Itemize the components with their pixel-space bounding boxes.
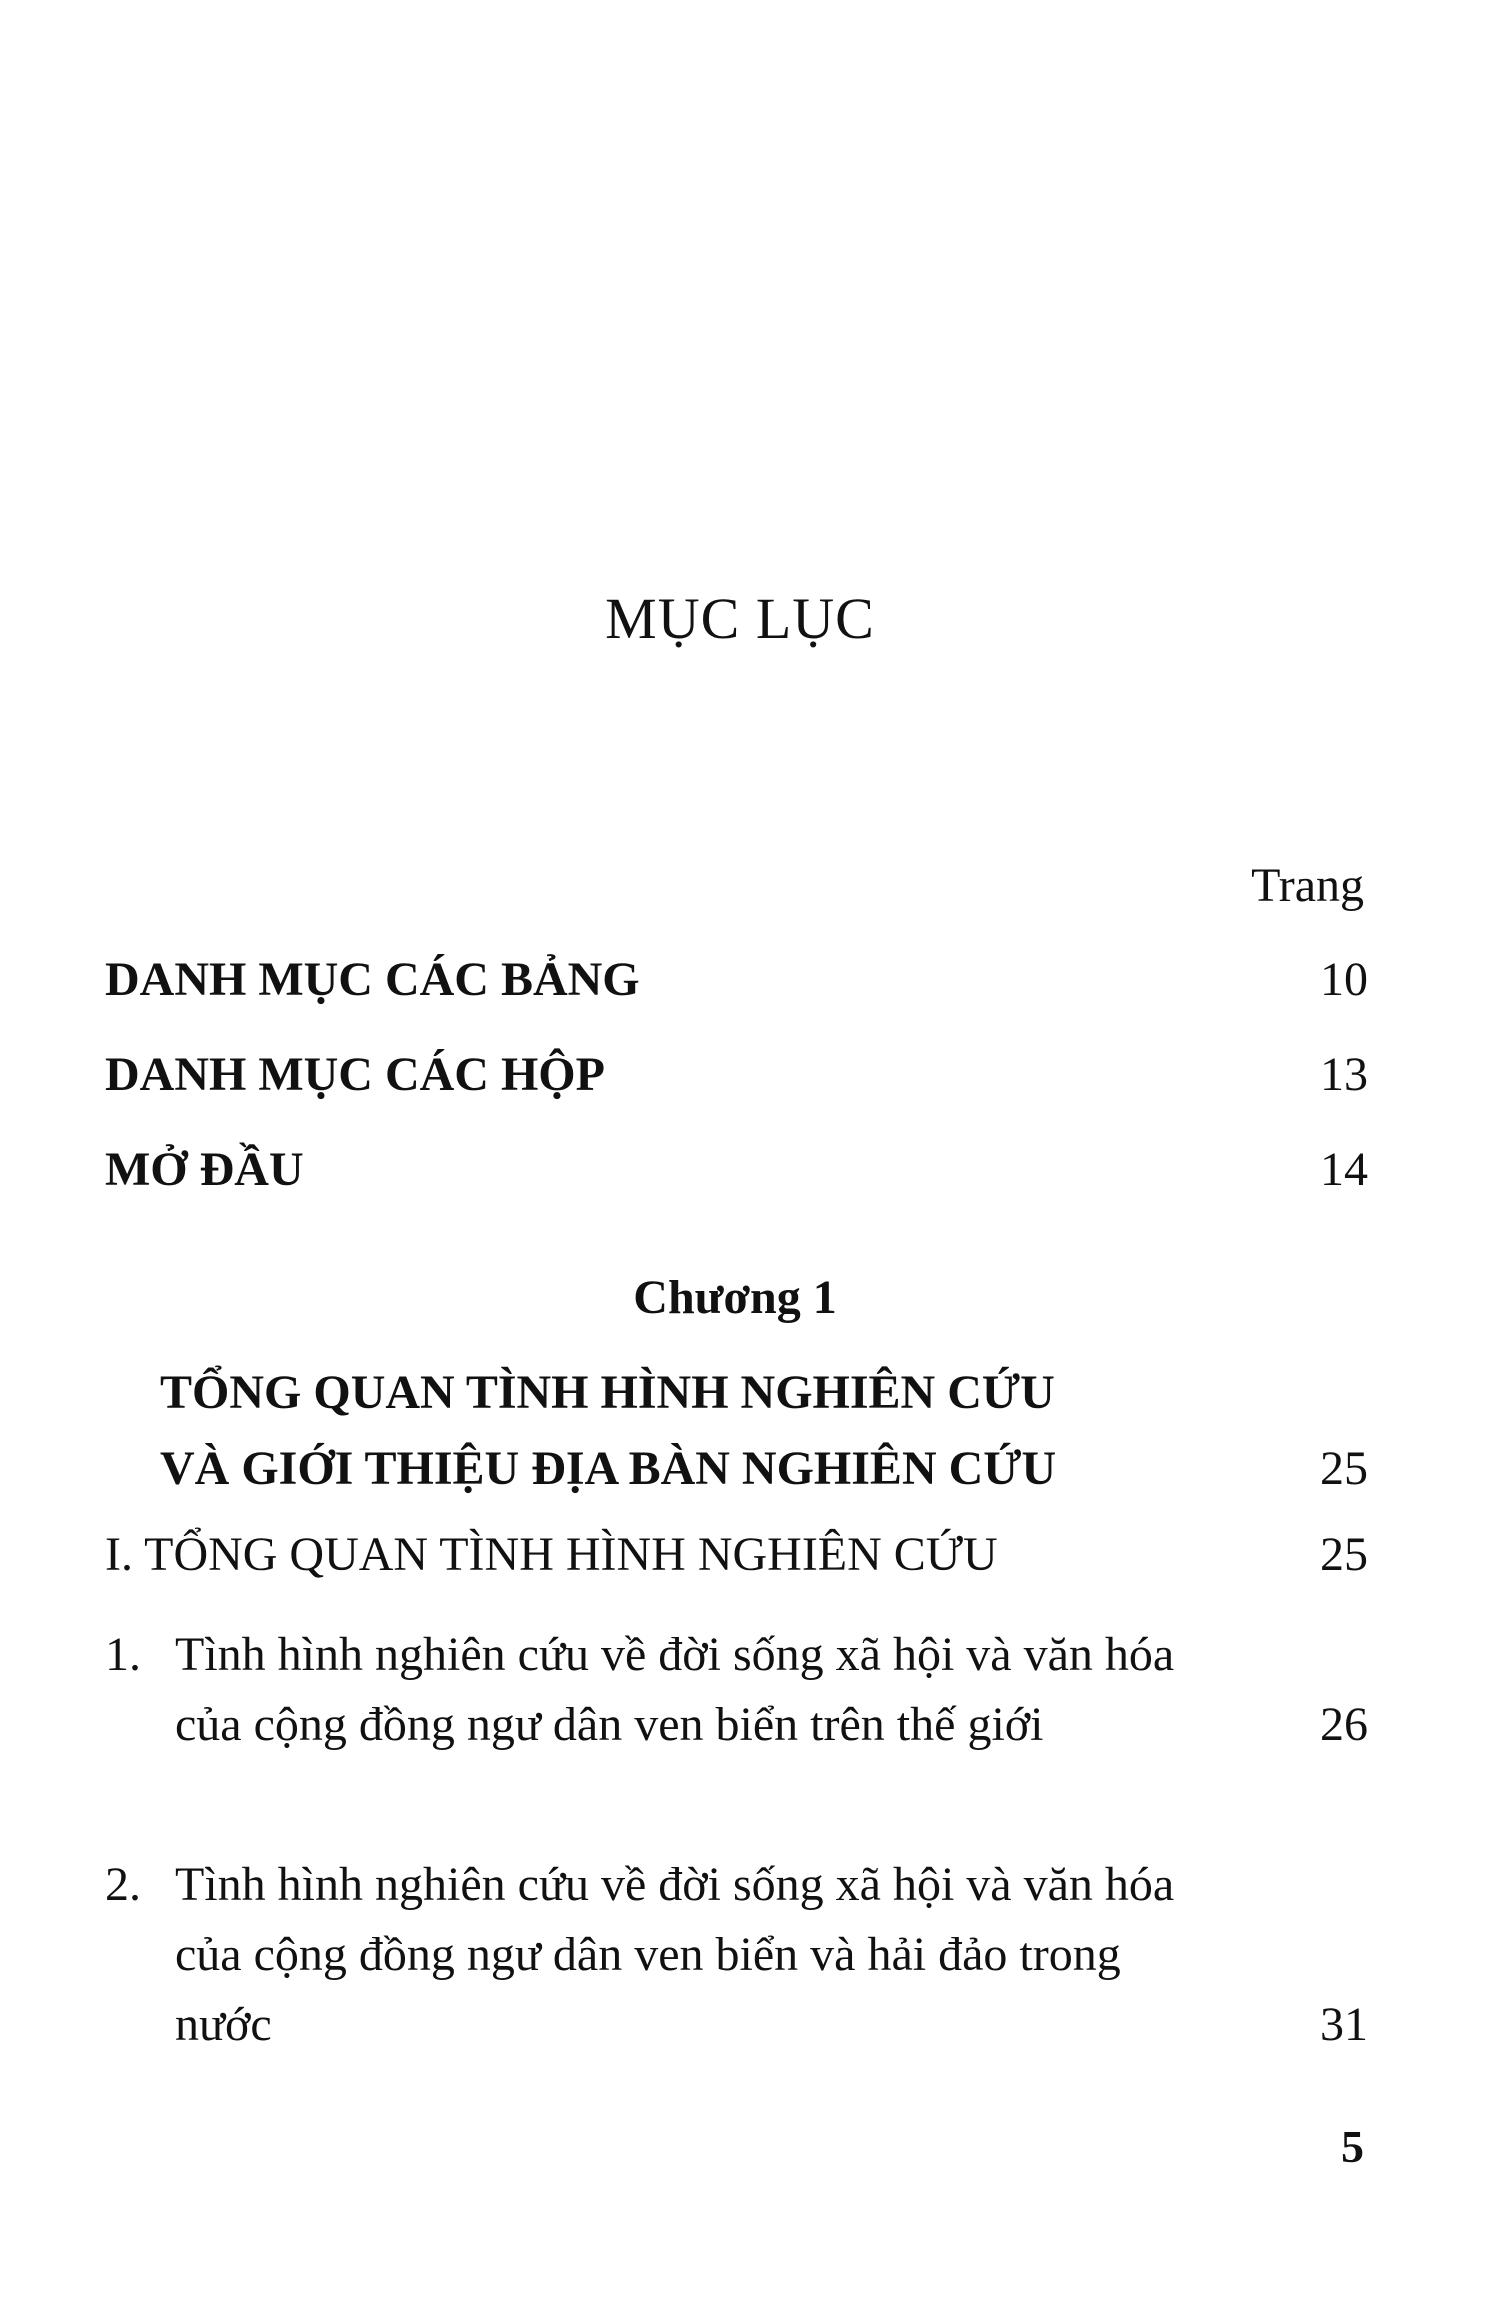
section-label: I. TỔNG QUAN TÌNH HÌNH NGHIÊN CỨU	[105, 1528, 998, 1581]
page-number: 5	[1341, 2121, 1364, 2172]
chapter-title-line: TỔNG QUAN TÌNH HÌNH NGHIÊN CỨU	[160, 1366, 1055, 1419]
toc-item-page: 31	[1320, 1998, 1368, 2051]
toc-entry[interactable]	[105, 1135, 1368, 1205]
toc-item[interactable]	[105, 1620, 1368, 1760]
toc-title: MỤC LỤC	[605, 586, 875, 651]
toc-item-number: 1.	[105, 1628, 141, 1681]
toc-entry[interactable]	[105, 1040, 1368, 1110]
toc-entry-page: 14	[1320, 1143, 1368, 1196]
toc-entry-label: DANH MỤC CÁC BẢNG	[105, 953, 640, 1006]
toc-entry[interactable]	[105, 945, 1368, 1015]
toc-item-number: 2.	[105, 1858, 141, 1911]
toc-entry-label: DANH MỤC CÁC HỘP	[105, 1048, 605, 1101]
toc-item[interactable]	[105, 1850, 1368, 2060]
page-column-label: Trang	[1251, 859, 1364, 912]
toc-entry-page: 10	[1320, 953, 1368, 1006]
toc-item-text: Tình hình nghiên cứu về đời sống xã hội và văn hóa của cộng đồng ngư dân ven biển trên thế giới	[175, 1628, 1175, 1751]
chapter-title[interactable]	[160, 1355, 1368, 1507]
chapter-title-line: VÀ GIỚI THIỆU ĐỊA BÀN NGHIÊN CỨU	[160, 1442, 1057, 1495]
toc-entry-label: MỞ ĐẦU	[105, 1143, 304, 1196]
chapter-heading: Chương 1	[633, 1271, 837, 1324]
section-page: 25	[1320, 1528, 1368, 1581]
chapter-page: 25	[1320, 1442, 1368, 1495]
toc-item-page: 26	[1320, 1698, 1368, 1751]
section-entry[interactable]	[105, 1520, 1368, 1590]
toc-item-text: Tình hình nghiên cứu về đời sống xã hội và văn hóa của cộng đồng ngư dân ven biển và hải đảo trong nước	[175, 1858, 1175, 2051]
toc-entry-page: 13	[1320, 1048, 1368, 1101]
